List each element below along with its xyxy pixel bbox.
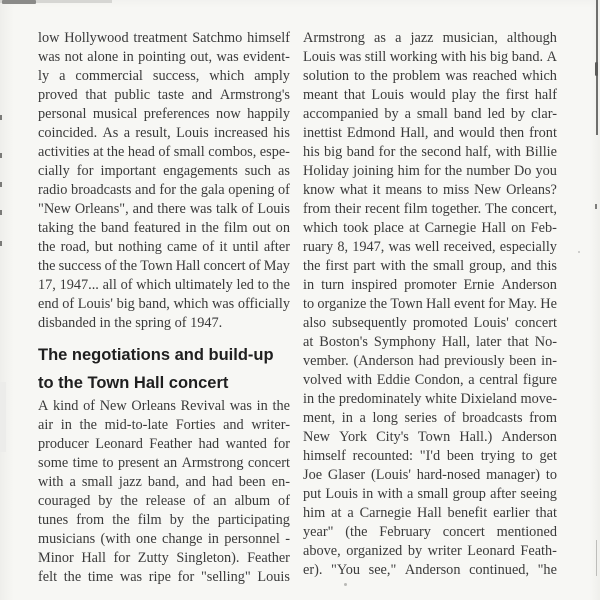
text-line: the road, but nothing came of it until after xyxy=(38,239,290,255)
scan-artifact-edge-speck xyxy=(0,241,2,246)
text-line: Louis was still working with his big band. A xyxy=(303,49,557,65)
text-line: know what it means to miss New Orleans? xyxy=(303,182,557,198)
text-line: inettist Edmond Hall, and would then front xyxy=(303,125,557,141)
text-line: his big band for the second half, with Billie xyxy=(303,144,557,160)
text-line: accompanied by a small band led by clar- xyxy=(303,106,557,122)
text-line: from their recent film together. The concert, xyxy=(303,201,557,217)
text-line: to the Town Hall concert xyxy=(38,373,229,392)
text-line: coincided. As a result, Louis increased his xyxy=(38,125,290,141)
scan-artifact-speck xyxy=(344,583,347,586)
left-column xyxy=(38,29,290,587)
scan-artifact-edge-speck xyxy=(0,153,2,158)
text-line: ly a commercial success, which amply xyxy=(38,68,290,84)
text-line: Minor Hall for Zutty Singleton). Feather xyxy=(38,550,290,566)
text-line: personal musical preferences now happily xyxy=(38,106,290,122)
text-line: low Hollywood treatment Satchmo himself xyxy=(38,30,290,46)
scan-artifact-gutter-line xyxy=(596,0,598,135)
text-line: radio broadcasts and for the gala opening of xyxy=(38,182,290,198)
body-paragraph xyxy=(38,397,290,587)
text-line: activities at the head of small combos, espe- xyxy=(38,144,290,160)
text-line: Joe Glaser (Louis' hard-nosed manager) to xyxy=(303,467,557,483)
text-line: felt the time was ripe for "selling" Louis xyxy=(38,569,290,585)
body-paragraph xyxy=(303,29,557,580)
text-line: The negotiations and build-up xyxy=(38,346,274,364)
scan-artifact-edge-speck xyxy=(0,115,2,120)
scan-artifact-left-smudge xyxy=(0,382,6,452)
text-line: above, organized by writer Leonard Feath- xyxy=(303,543,557,559)
text-line: disbanded in the spring of 1947. xyxy=(38,315,223,331)
text-line: vember. (Anderson had previously been in- xyxy=(303,353,557,369)
text-line: New York City's Town Hall.) Anderson xyxy=(303,429,557,445)
section-heading xyxy=(38,342,290,397)
text-line: in the predominately white Dixieland move- xyxy=(303,391,557,407)
text-line: the success of the Town Hall concert of May xyxy=(38,258,290,274)
text-line: year" (the February concert mentioned xyxy=(303,524,557,540)
text-line: er). "You see," Anderson continued, "he xyxy=(303,562,557,578)
scan-artifact-top-smudge xyxy=(0,0,112,3)
text-line: Holiday joining him for the number Do you xyxy=(303,163,557,179)
scan-artifact-edge-speck xyxy=(0,210,2,215)
text-line: end of Louis' big band, which was officially xyxy=(38,296,290,312)
text-line: meant that Louis would play the first half xyxy=(303,87,557,103)
scan-artifact-gutter-blob xyxy=(595,62,598,76)
text-line: solution to the problem was reached which xyxy=(303,68,557,84)
text-line: the first part with the small group, and this xyxy=(303,258,557,274)
right-column xyxy=(303,29,557,580)
text-line: some time to present an Armstrong concert xyxy=(38,455,290,471)
scan-artifact-top-left-fragment xyxy=(2,0,36,4)
text-line: musicians (with one change in personnel - xyxy=(38,531,290,547)
text-line: ment, in a long series of broadcasts from xyxy=(303,410,557,426)
text-line: in turn inspired promoter Ernie Anderson xyxy=(303,277,557,293)
text-line: with a small jazz band, and had been en- xyxy=(38,474,290,490)
text-line: to organize the Town Hall event for May. He xyxy=(303,296,557,312)
text-line: Armstrong as a jazz musician, although xyxy=(303,30,557,46)
text-line: him at a Carnegie Hall benefit earlier that xyxy=(303,505,557,521)
scan-artifact-speck xyxy=(578,251,580,253)
text-line: air in the mid-to-late Forties and writer- xyxy=(38,417,290,433)
text-line: himself recounted: "I'd been trying to get xyxy=(303,448,557,464)
text-line: ruary 8, 1947, was well received, especially xyxy=(303,239,557,255)
text-line: was not alone in pointing out, was evident- xyxy=(38,49,290,65)
scan-artifact-gutter-faint-line xyxy=(596,540,597,576)
text-line: also subsequently promoted Louis' concert xyxy=(303,315,557,331)
text-line: which took place at Carnegie Hall on Feb- xyxy=(303,220,557,236)
text-line: 17, 1947... all of which ultimately led to the xyxy=(38,277,290,293)
text-line: cially for important engagements such as xyxy=(38,163,290,179)
text-line: at Boston's Symphony Hall, later that No- xyxy=(303,334,557,350)
text-line: put Louis in with a small group after seeing xyxy=(303,486,557,502)
text-line: couraged by the release of an album of xyxy=(38,493,290,509)
scan-artifact-gutter-dot xyxy=(595,204,597,209)
text-line: producer Leonard Feather had wanted for xyxy=(38,436,290,452)
text-line: taking the band featured in the film out on xyxy=(38,220,290,236)
text-line: A kind of New Orleans Revival was in the xyxy=(38,398,290,414)
text-line: "New Orleans", and there was talk of Louis xyxy=(38,201,290,217)
body-paragraph-continued xyxy=(38,29,290,333)
text-line: tunes from the film by the participating xyxy=(38,512,290,528)
scan-artifact-edge-speck xyxy=(0,182,2,187)
text-line: volved with Eddie Condon, a central figure xyxy=(303,372,557,388)
text-line: proved that public taste and Armstrong's xyxy=(38,87,290,103)
